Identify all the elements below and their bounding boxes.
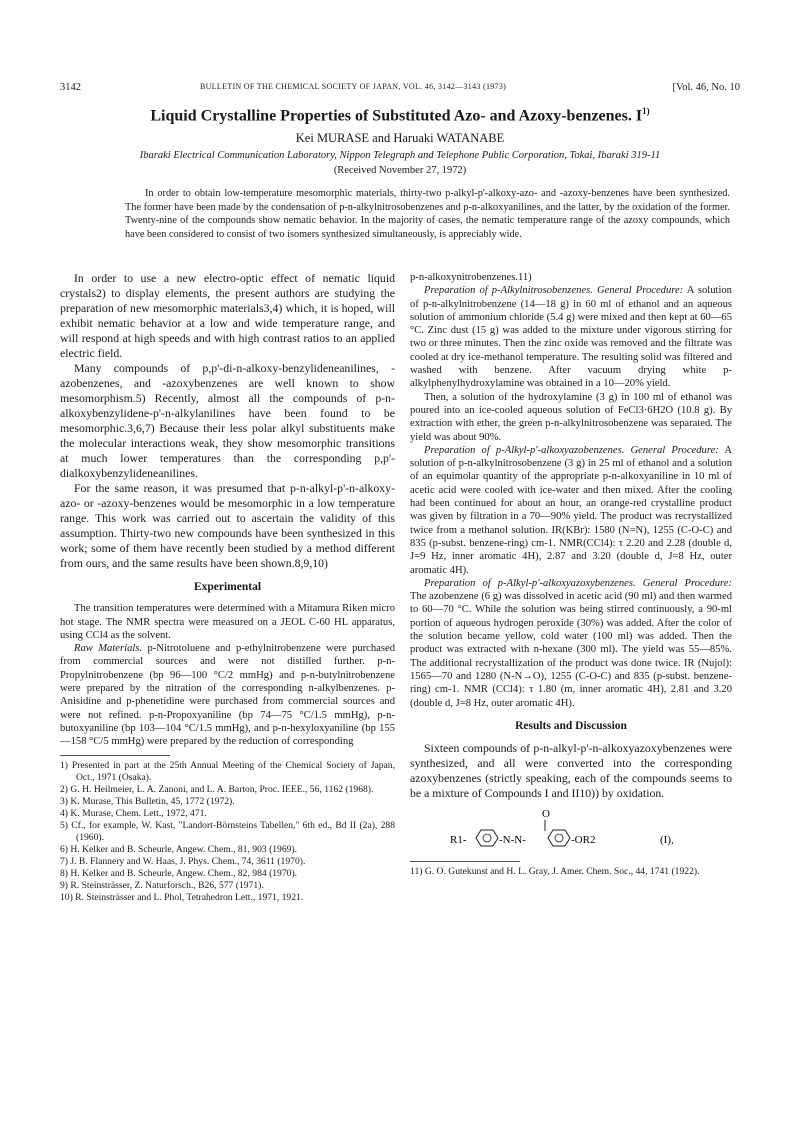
formula-label: (I), — [660, 834, 674, 847]
footnote: 10) R. Steinsträsser and L. Phol, Tetrahedron Lett., 1971, 1921. — [60, 891, 304, 903]
experimental-heading: Experimental — [193, 581, 262, 593]
raw-materials-text: p-Nitrotoluene and p-ethylnitrobenzene were purchased from commercial sources and were not distilled further. p-n-Propylnitrobenzene (bp 96—100 °C/2 mmHg) and p-n-butylnitrobenzene were prepared by the nitration of the corresponding n-alkylbenzenes. p-Anisidine and p-phenetidine were purchased from commercial sources and were not refined. p-n-Propoxyaniline (bp 74—75 °C/1.5 mmHg), p-n-butoxyaniline (bp 103—104 °C/1.5 mmHg), and p-n-hexyloxyaniline (bp 155—158 °C/5 mmHg) were prepared by the reduction of corresponding — [60, 643, 396, 748]
journal-line: BULLETIN OF THE CHEMICAL SOCIETY OF JAPAN, VOL. 46, 3142—3143 (1973) — [200, 82, 507, 91]
intro-paragraph-2: Many compounds of p,p'-di-n-alkoxy-benzylideneanilines, -azobenzenes, and -azoxybenzenes are well known to show mesomorphism.5) Recently, almost all the compounds of p-n-alkoxybenzylidene-p'-n-alkylanilines have been found to be mesomorphic.3,6,7) Because their less polar alkyl substituents make the molecular interactions weak, they show mesomorphic transitions at much lower temperatures than the corresponding p,p'-dialkoxybenzylideneanilines. — [60, 361, 395, 480]
title-numeral: I — [635, 107, 643, 125]
prep-azo-label: Preparation of p-Alkyl-p'-alkoxyazobenzenes. General Procedure: — [424, 444, 719, 456]
prep-azo-paragraph — [410, 444, 732, 577]
volume-label: [Vol. 46, No. 10 — [672, 82, 740, 93]
benzene-ring-icon — [476, 830, 498, 846]
footnote: 9) R. Steinsträsser, Z. Naturforsch., B26, 577 (1971). — [60, 879, 264, 891]
prep-azoxy-label: Preparation of p-Alkyl-p'-alkoxyazoxybenzenes. General Procedure: — [424, 577, 732, 589]
title-text: Liquid Crystalline Properties of Substituted Azo- and Azoxy-benzenes. — [150, 107, 632, 125]
authors: Kei MURASE and Haruaki WATANABE — [295, 131, 505, 145]
footnote: 7) J. B. Flannery and W. Haas, J. Phys. Chem., 74, 3611 (1970). — [60, 855, 306, 867]
footnote: 3) K. Murase, This Bulletin, 45, 1772 (1972). — [60, 795, 235, 807]
page-number: 3142 — [60, 82, 81, 93]
prep-nitroso-paragraph-2: Then, a solution of the hydroxylamine (3 g) in 100 ml of ethanol was poured into an ice-cooled aqueous solution of FeCl3·6H2O (10.8 g). By extraction with ether, the green p-n-alkylnitrosobenzene was separated. The yield was about 90%. — [410, 391, 732, 443]
raw-materials-paragraph — [60, 642, 395, 748]
structural-formula — [450, 807, 732, 855]
footnote: 2) G. H. Heilmeier, L. A. Zanoni, and L. A. Barton, Proc. IEEE., 56, 1162 (1968). — [60, 783, 374, 795]
benzene-ring-icon — [548, 830, 570, 846]
raw-materials-label: Raw Materials. — [74, 643, 143, 655]
results-heading: Results and Discussion — [515, 719, 627, 732]
prep-azoxy-paragraph — [410, 577, 732, 710]
formula-r1: R1- — [450, 834, 467, 847]
prep-azoxy-text: The azobenzene (6 g) was dissolved in acetic acid (90 ml) and then warmed to 60—70 °C. While the solution was being stirred continuously, a 90-ml portion of aqueous hydrogen peroxide (30%) was added. After the color of the solution became yellow, cold water (100 ml) was added. Then the product was extracted with n-hexane (300 ml). The yield was 55—85%. The additional recrystallization of the product was done twice. IR (Nujol): 1565—70 and 1280 (N-N→O), 1255 (C-O-C) and 835 (p-subst. benzene-ring) cm-1. NMR (CCl4): τ 1.80 (m, inner aromatic 4H), 2.81 and 3.20 (double d, J=8 Hz, outer aromatic 4H). — [410, 591, 732, 709]
paper-title — [60, 106, 740, 125]
formula-graphic — [450, 807, 700, 851]
results-paragraph: Sixteen compounds of p-n-alkyl-p'-n-alkoxyazoxybenzenes were synthesized, and all were converted into the corresponding azoxybenzenes (strictly speaking, each of the compounds seems to be a mixture of Compounds I and II10)) by oxidation. — [410, 741, 732, 801]
formula-or2: -OR2 — [571, 834, 596, 847]
footnote-rule — [410, 861, 520, 862]
intro-paragraph-1: In order to use a new electro-optic effect of nematic liquid crystals2) to display elements, the present authors are studying the preparation of new mesomorphic materials3,4) which, it is hoped, will exhibit nematic behavior at a low and wide temperature range, and will respond at high speeds and with high contrast ratios to an applied electric field. — [60, 271, 395, 360]
footnote: 8) H. Kelker and B. Scheurle, Angew. Chem., 82, 984 (1970). — [60, 867, 298, 879]
intro-paragraph-3: For the same reason, it was presumed that p-n-alkyl-p'-n-alkoxy-azo- or -azoxy-benzenes would be mesomorphic in a low temperature range. This work was carried out to ascertain the validity of this assumption. Thirty-two new compounds have been synthesized in this work; some of them have recently been studied by a method different from ours, and the same results have been shown.8,9,10) — [60, 481, 395, 570]
footnotes — [60, 760, 395, 904]
footnote-11: 11) G. O. Gutekunst and H. L. Gray, J. Amer. Chem. Soc., 44, 1741 (1922). — [410, 866, 700, 878]
footnote: 6) H. Kelker and B. Scheurle, Angew. Chem., 81, 903 (1969). — [60, 843, 298, 855]
left-column — [60, 271, 395, 904]
footnote: 1) Presented in part at the 25th Annual Meeting of the Chemical Society of Japan, Oct., 1971 (Osaka). — [60, 759, 395, 783]
prep-nitroso-text: A solution of p-n-alkylnitrobenzene (14—18 g) in 60 ml of ethanol and an aqueous solution of ammonium chloride (5.4 g) were mixed and then kept at 60—65 °C. Zinc dust (15 g) was added to the mixture under vigorous stirring for two or three minutes. Then the zinc oxide was removed and the filtrate was cooled at dry ice-methanol temperature. The resulting solid was filtered and washed with benzene. After vacuum drying white p-alkylphenylhydroxylamine was obtained in a 10—20% yield. — [410, 285, 732, 390]
continuation-line: p-n-alkoxynitrobenzenes.11) — [410, 272, 532, 283]
formula-azoxy: -N-N- — [499, 834, 526, 847]
formula-oxygen: O — [542, 808, 550, 821]
prep-nitroso-paragraph — [410, 284, 732, 390]
footnote: 5) Cf., for example, W. Kast, "Landort-Börnsteins Tabellen," 6th ed., Bd II (2a), 288 (1960). — [60, 819, 395, 843]
title-footnote-mark: 1) — [642, 106, 650, 116]
footnote-rule — [60, 755, 170, 756]
prep-azo-text: A solution of p-n-alkylnitrosobenzene (3 g) in 25 ml of ethanol and a solution of an equimolar quantity of the appropriate p-n-alkoxyaniline in 10 ml of acetic acid were cooled with ice-water and then mixed. After the cooling had been continued for about an hour, an orange-red crystalline product was given by filtration in a 70—90% yield. The product was recrystallized twice from a methanol solution. IR(KBr): 1580 (N=N), 1255 (C-O-C) and 835 (p-subst. benzene-ring) cm-1. NMR(CCl4): τ 2.20 and 2.28 (double d, J=9 Hz, inner aromatic 4H), 2.87 and 3.20 (double d, J=8 Hz, outer aromatic 4H). — [410, 444, 732, 576]
footnote: 4) K. Murase, Chem. Lett., 1972, 471. — [60, 807, 207, 819]
prep-nitroso-label: Preparation of p-Alkylnitrosobenzenes. General Procedure: — [424, 285, 684, 297]
affiliation: Ibaraki Electrical Communication Laboratory, Nippon Telegraph and Telephone Public Corporation, Tokai, Ibaraki 319-11 — [139, 150, 661, 161]
received-date: (Received November 27, 1972) — [333, 165, 467, 176]
experimental-paragraph: The transition temperatures were determined with a Mitamura Riken micro hot stage. The NMR spectra were measured on a JEOL C-60 HL apparatus, using CCl4 as the solvent. — [60, 603, 395, 641]
abstract: In order to obtain low-temperature mesomorphic materials, thirty-two p-alkyl-p'-alkoxy-azo- and -azoxy-benzenes have been synthesized. The former have been made by the condensation of p-n-alkylnitrosobenzenes and p-n-alkoxyanilines, and the latter, by the oxidation of the former. Twenty-nine of the compounds show nematic behavior. In the majority of cases, the nematic temperature range of the azoxy compounds, which have been considered to consist of two isomers synthesized simultaneously, is appreciably wide. — [125, 188, 730, 240]
right-column — [410, 271, 732, 878]
